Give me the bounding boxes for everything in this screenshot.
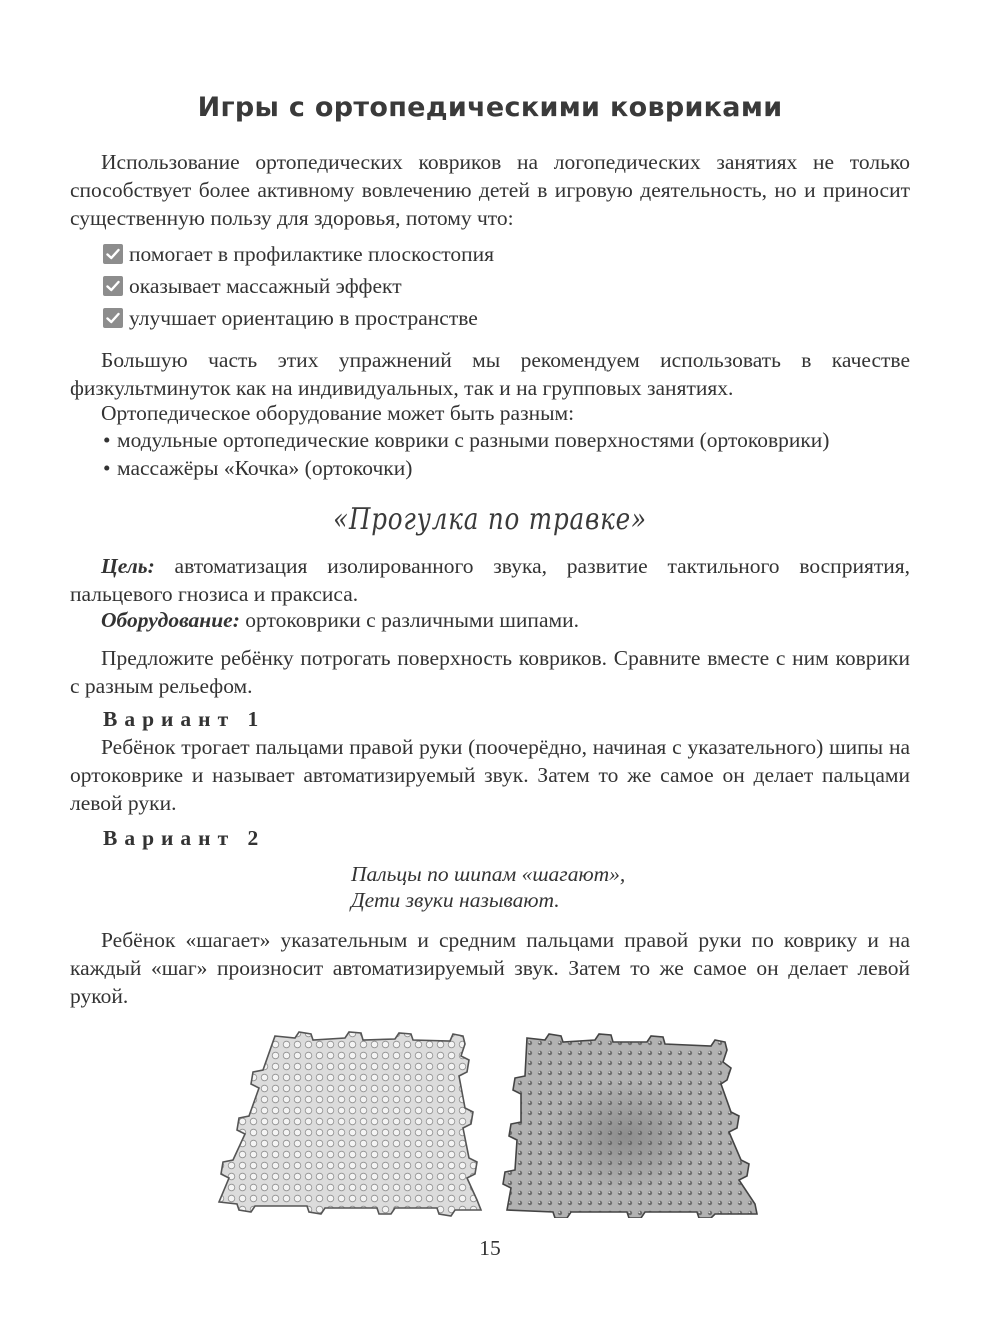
game-title: «Прогулка по травке» (333, 502, 647, 537)
mat-dark (503, 1034, 757, 1218)
intro-paragraph: Использование ортопедических ковриков на логопедических занятиях не только способствует более активному вовлечению детей в игровую деятельность, но и приносит существенную пользу для здоровья, потому что: (70, 150, 910, 230)
recommendation-paragraph: Большую часть этих упражнений мы рекомендуем использовать в качестве физкультминуток как на индивидуальных, так и на групповых занятиях. (70, 348, 910, 400)
poem-line: Дети звуки называют. (351, 888, 560, 912)
benefit-text: оказывает массажный эффект (129, 273, 402, 298)
equipment-intro: Ортопедическое оборудование может быть разным: (101, 401, 575, 425)
equipment-item-text: массажёры «Кочка» (ортокочки) (117, 456, 413, 480)
benefit-item (103, 270, 803, 302)
page-number: 15 (479, 1236, 501, 1260)
benefit-text: помогает в профилактике плоскостопия (129, 241, 495, 266)
page-title: Игры с ортопедическими ковриками (197, 92, 783, 123)
orthopedic-mats-photo (215, 1028, 775, 1218)
equipment-item (103, 426, 923, 454)
equipment-text: ортоковрики с различными шипами. (245, 608, 579, 632)
benefits-list (103, 238, 803, 334)
checkbox-check-icon (103, 308, 123, 328)
benefit-item (103, 302, 803, 334)
variant-2-heading: Вариант 2 (103, 826, 266, 850)
variant-1-text: Ребёнок трогает пальцами правой руки (поочерёдно, начиная с указательного) шипы на ортоковрике и называет автоматизируемый звук. Затем то же самое он делает пальцами левой руки. (70, 735, 910, 815)
benefit-text: улучшает ориентацию в пространстве (129, 305, 478, 330)
equipment-paragraph (70, 606, 910, 634)
equipment-item (103, 454, 923, 482)
benefit-item (103, 238, 803, 270)
checkbox-check-icon (103, 244, 123, 264)
bullet-dot: • (103, 428, 111, 452)
variant-2-text: Ребёнок «шагает» указательным и средним пальцами правой руки по коврику и на каждый «шаг» произносит автоматизируемый звук. Затем то же самое он делает левой рукой. (70, 928, 910, 1008)
instruction-paragraph: Предложите ребёнку потрогать поверхность ковриков. Сравните вместе с ним коврики с разным рельефом. (70, 646, 910, 698)
bullet-dot: • (103, 456, 111, 480)
poem (351, 861, 751, 913)
mat-light (219, 1032, 481, 1216)
goal-paragraph (70, 552, 910, 608)
goal-text: автоматизация изолированного звука, развитие тактильного восприятия, пальцевого гнозиса и праксиса. (70, 554, 911, 606)
poem-line: Пальцы по шипам «шагают», (351, 862, 626, 886)
variant-1-heading: Вариант 1 (103, 707, 266, 731)
equipment-label: Оборудование: (101, 608, 240, 632)
equipment-item-text: модульные ортопедические коврики с разными поверхностями (ортоковрики) (117, 428, 830, 452)
checkbox-check-icon (103, 276, 123, 296)
goal-label: Цель: (101, 554, 155, 578)
equipment-list (103, 426, 923, 482)
